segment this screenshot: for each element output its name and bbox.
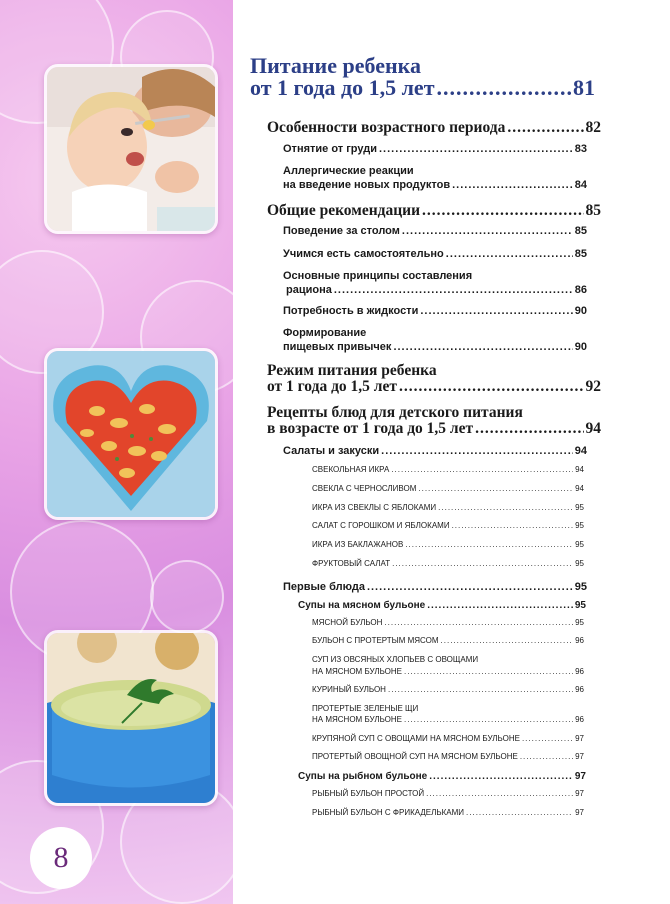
leader-dots <box>399 378 584 396</box>
entry-page: 96 <box>575 636 584 645</box>
entry-label-line1: Рецепты блюд для детского питания <box>267 404 523 421</box>
entry-label: ИКРА ИЗ БАКЛАЖАНОВ <box>312 540 404 549</box>
entry-label: БУЛЬОН С ПРОТЕРТЫМ МЯСОМ <box>312 636 439 645</box>
leader-dots <box>393 341 572 353</box>
toc-entry <box>283 143 587 155</box>
toc-entry <box>283 445 587 457</box>
entry-page: 96 <box>575 667 584 676</box>
entry-page: 95 <box>574 600 586 611</box>
toc-title-page: 81 <box>573 75 595 100</box>
entry-label: на введение новых продуктов <box>283 179 451 191</box>
toc-entry <box>312 484 584 493</box>
leader-dots <box>452 179 573 191</box>
toc-entry <box>312 734 584 743</box>
entry-label: рациона <box>286 284 332 296</box>
toc-entry <box>312 685 584 694</box>
entry-page: 82 <box>585 119 601 136</box>
leader-dots <box>426 789 573 798</box>
leader-dots <box>404 667 573 676</box>
leader-dots <box>522 734 573 743</box>
leader-dots <box>381 445 573 457</box>
leader-dots <box>452 521 574 530</box>
leader-dots <box>438 503 573 512</box>
entry-page: 85 <box>574 225 587 237</box>
entry-label: РЫБНЫЙ БУЛЬОН ПРОСТОЙ <box>312 789 425 798</box>
entry-label: ФРУКТОВЫЙ САЛАТ <box>312 559 391 568</box>
entry-page: 95 <box>574 581 587 593</box>
entry-label: от 1 года до 1,5 лет <box>267 378 397 395</box>
toc-entry <box>283 581 587 593</box>
entry-label-line1: Формирование <box>283 327 367 339</box>
entry-label: Супы на рыбном бульоне <box>298 771 428 782</box>
entry-label: КУРИНЫЙ БУЛЬОН <box>312 685 386 694</box>
entry-page: 97 <box>575 789 584 798</box>
entry-label: ПРОТЕРТЫЙ ОВОЩНОЙ СУП НА МЯСНОМ БУЛЬОНЕ <box>312 752 518 761</box>
entry-page: 94 <box>585 420 601 437</box>
leader-dots <box>520 752 573 761</box>
toc-entry <box>283 225 587 237</box>
entry-label-line1: Аллергические реакции <box>283 165 414 177</box>
entry-label-line1: ПРОТЕРТЫЕ ЗЕЛЕНЫЕ ЩИ <box>312 704 419 713</box>
pasta-soup-photo <box>44 348 218 520</box>
toc-entry-first-line <box>312 655 478 664</box>
leader-dots <box>446 248 573 260</box>
toc-title-row <box>250 76 595 100</box>
toc-title-line2: от 1 года до 1,5 лет <box>250 75 435 100</box>
entry-label: пищевых привычек <box>283 341 392 353</box>
entry-label: СВЕКЛА С ЧЕРНОСЛИВОМ <box>312 484 417 493</box>
entry-label: Особенности возрастного периода <box>267 119 506 136</box>
entry-page: 97 <box>575 734 584 743</box>
toc-entry <box>283 179 587 191</box>
entry-label: Первые блюда <box>283 581 365 593</box>
entry-page: 86 <box>574 284 587 296</box>
toc-entry <box>267 378 601 396</box>
leader-dots <box>402 225 573 237</box>
entry-label: МЯСНОЙ БУЛЬОН <box>312 618 383 627</box>
entry-page: 96 <box>575 715 584 724</box>
toc-entry <box>312 636 584 645</box>
entry-page: 92 <box>585 378 601 395</box>
entry-label: Отнятие от груди <box>283 143 377 155</box>
entry-page: 84 <box>574 179 587 191</box>
leader-dots <box>418 484 573 493</box>
entry-label: Салаты и закуски <box>283 445 380 457</box>
leader-dots <box>334 284 573 296</box>
entry-label: в возрасте от 1 года до 1,5 лет <box>267 420 474 437</box>
toc-entry <box>312 752 584 761</box>
toc-entry <box>312 503 584 512</box>
toc-entry <box>267 202 601 220</box>
entry-page: 95 <box>575 503 584 512</box>
leader-dots <box>405 540 573 549</box>
toc-entry-first-line <box>283 327 366 339</box>
leader-dots <box>379 143 573 155</box>
entry-page: 90 <box>574 341 587 353</box>
leader-dots <box>427 600 573 611</box>
leader-dots <box>420 305 572 317</box>
entry-page: 94 <box>574 445 587 457</box>
toc-entry-first-line <box>312 704 418 713</box>
entry-label: СВЕКОЛЬНАЯ ИКРА <box>312 465 390 474</box>
entry-label: ИКРА ИЗ СВЕКЛЫ С ЯБЛОКАМИ <box>312 503 437 512</box>
entry-page: 94 <box>575 484 584 493</box>
entry-page: 94 <box>575 465 584 474</box>
entry-label: Потребность в жидкости <box>283 305 419 317</box>
entry-label-line1: Режим питания ребенка <box>267 362 437 379</box>
toc-entry <box>312 465 584 474</box>
entry-page: 85 <box>585 202 601 219</box>
leader-dots <box>388 685 573 694</box>
entry-label: Поведение за столом <box>283 225 400 237</box>
leader-dots <box>507 119 583 137</box>
entry-page: 95 <box>575 521 584 530</box>
toc-entry <box>267 119 601 137</box>
entry-label-line1: СУП ИЗ ОВСЯНЫХ ХЛОПЬЕВ С ОВОЩАМИ <box>312 655 479 664</box>
toc-entry <box>283 248 587 260</box>
entry-label: Учимся есть самостоятельно <box>283 248 444 260</box>
decorative-side-strip <box>0 0 233 904</box>
toc-entry <box>312 559 584 568</box>
entry-page: 95 <box>575 618 584 627</box>
toc-entry <box>283 341 587 353</box>
entry-label-line1: Основные принципы составления <box>283 270 473 282</box>
toc-entry <box>298 600 586 611</box>
child-eating-photo <box>44 64 218 234</box>
leader-dots <box>422 202 583 220</box>
entry-page: 97 <box>574 771 586 782</box>
entry-label: САЛАТ С ГОРОШКОМ И ЯБЛОКАМИ <box>312 521 450 530</box>
leader-dots <box>391 465 573 474</box>
entry-label: НА МЯСНОМ БУЛЬОНЕ <box>312 715 402 724</box>
toc-entry <box>286 284 587 296</box>
toc-entry <box>298 771 586 782</box>
entry-label: Общие рекомендации <box>267 202 421 219</box>
toc-title-line1: Питание ребенка <box>250 53 421 78</box>
page-number: 8 <box>30 827 92 889</box>
toc-entry <box>312 808 584 817</box>
leader-dots <box>466 808 573 817</box>
leader-dots <box>384 618 573 627</box>
entry-page: 97 <box>575 752 584 761</box>
entry-label: КРУПЯНОЙ СУП С ОВОЩАМИ НА МЯСНОМ БУЛЬОНЕ <box>312 734 520 743</box>
toc-leader-dots <box>437 76 572 100</box>
entry-page: 83 <box>574 143 587 155</box>
toc-entry-first-line <box>283 270 472 282</box>
leader-dots <box>429 771 573 782</box>
entry-page: 96 <box>575 685 584 694</box>
toc-entry <box>312 540 584 549</box>
cream-soup-photo <box>44 630 218 806</box>
toc-entry <box>312 618 584 627</box>
leader-dots <box>475 420 583 438</box>
toc-entry <box>312 789 584 798</box>
leader-dots <box>441 636 574 645</box>
entry-page: 95 <box>575 559 584 568</box>
entry-label: НА МЯСНОМ БУЛЬОНЕ <box>312 667 402 676</box>
entry-label: Супы на мясном бульоне <box>298 600 426 611</box>
entry-label: РЫБНЫЙ БУЛЬОН С ФРИКАДЕЛЬКАМИ <box>312 808 465 817</box>
leader-dots <box>367 581 573 593</box>
entry-page: 90 <box>574 305 587 317</box>
toc-entry <box>312 667 584 676</box>
toc-entry <box>312 715 584 724</box>
leader-dots <box>392 559 573 568</box>
entry-page: 97 <box>575 808 584 817</box>
toc-entry <box>312 521 584 530</box>
entry-page: 95 <box>575 540 584 549</box>
toc-entry <box>267 420 601 438</box>
leader-dots <box>404 715 573 724</box>
entry-page: 85 <box>574 248 587 260</box>
toc-entry <box>283 305 587 317</box>
toc-entry-first-line <box>283 165 414 177</box>
table-of-contents <box>250 0 601 904</box>
